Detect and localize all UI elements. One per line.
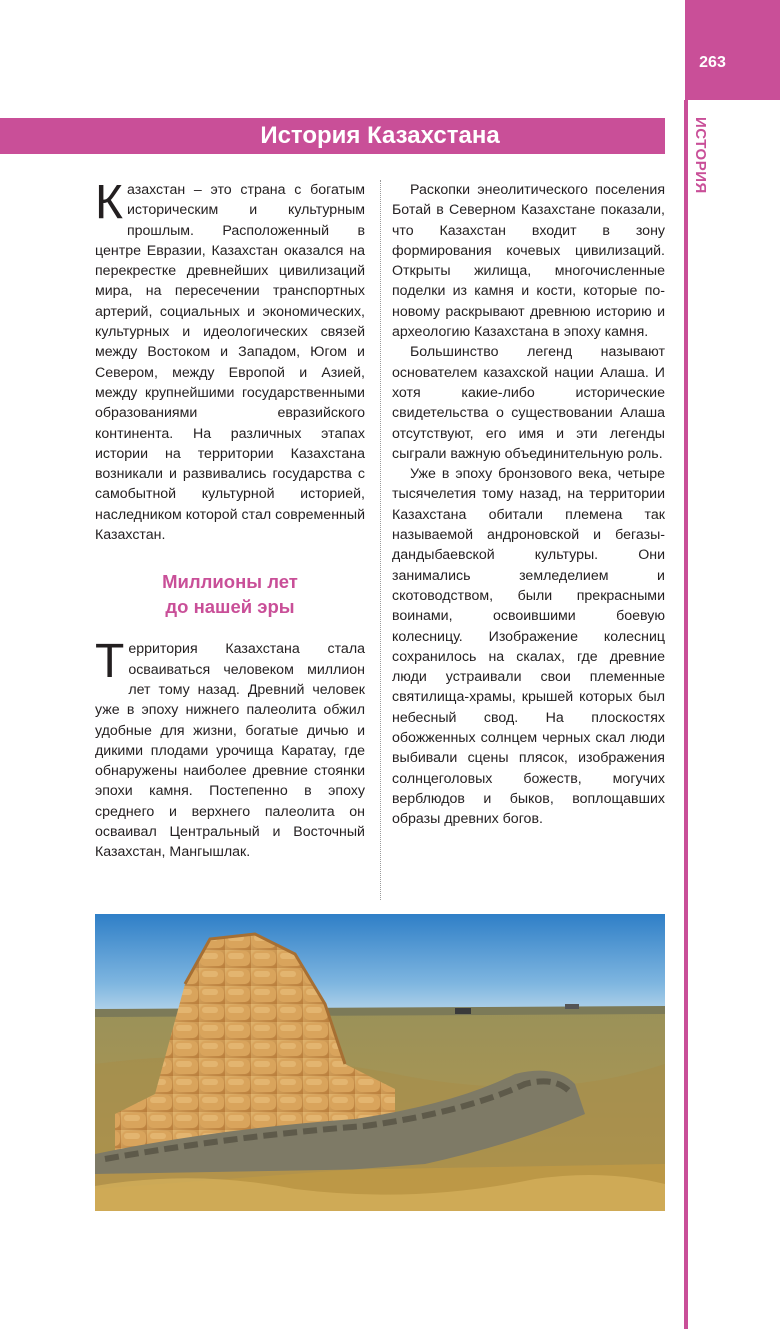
page-title: История Казахстана <box>260 122 500 149</box>
subheading-line-1: Миллионы лет <box>162 571 298 593</box>
right-column <box>392 180 665 830</box>
page-number: 263 <box>699 54 726 71</box>
column-divider <box>380 180 381 900</box>
section-label: ИСТОРИЯ <box>692 117 709 194</box>
left-column <box>95 176 365 863</box>
subheading <box>95 569 365 619</box>
botai-paragraph: Раскопки энеолитического поселения Ботай в Северном Казахстане показали, что Казахстан входит в зону формирования кочевых цивилизаций. Открыты жилища, многочисленные поделки из камня и кости, которые по-новому раскрывают древнюю историю и археологию Казахстана в эпоху камня. <box>392 182 665 341</box>
margin-rule <box>684 100 688 1329</box>
subheading-line-2: до нашей эры <box>165 596 295 618</box>
page-number-tab <box>685 0 780 100</box>
bronze-age-paragraph: Уже в эпоху бронзового века, четыре тысячелетия тому назад, на территории Казахстана обитали племена так называемой андроновской и бегазы-дандыбаевской культуры. Они занимались земледелием и скотоводством, были прекрасными воинами, освоившими боевую колесницу. Изображение колесниц сохранилось на скалах, где древние люди устраивали свои племенные святилища-храмы, крышей которых был небесный свод. На плоскостях обожженных солнцем черных скал люди выбивали сцены плясок, изображения солнцеголовых божеств, могучих верблюдов и быков, воплощавших образы древних богов. <box>392 466 665 828</box>
paragraph-text: азахстан – это страна с богатым историческим и культурным прошлым. Расположенный в центре Евразии, Казахстан оказался на перекрестке древнейших цивилизаций мира, на пересечении транспортных артерий, социальных и экономических, культурных и идеологических связей между Востоком и Западом, Югом и Севером, между Европой и Азией, между крупнейшими государственными образованиями евразийского континента. На различных этапах истории на территории Казахстана возникали и развивались государства с самобытной культурной историей, наследником которой стал современный Казахстан. <box>95 182 365 544</box>
mausoleum-photo <box>95 914 665 1211</box>
paleolithic-paragraph <box>95 635 365 862</box>
alasha-paragraph: Большинство легенд называют основателем казахской нации Алаша. И хотя какие-либо исторические свидетельства о существовании Алаша отсутствуют, его имя и эти легенды сыграли важную объединительную роль. <box>392 344 665 462</box>
intro-paragraph <box>95 176 365 545</box>
paragraph-text: ерритория Казахстана стала осваиваться человеком миллион лет тому назад. Древний человек уже в эпоху нижнего палеолита обжил удобные для жизни, богатые дичью и дикими плодами урочища Каратау, где обнаружены наиболее древние стоянки эпохи камня. Постепенно в эпоху среднего и верхнего палеолита он осваивал Центральный и Восточный Казахстан, Мангышлак. <box>95 641 365 861</box>
drop-cap: Т <box>95 635 125 689</box>
drop-cap: К <box>95 176 123 229</box>
right-margin-strip <box>685 0 780 1329</box>
